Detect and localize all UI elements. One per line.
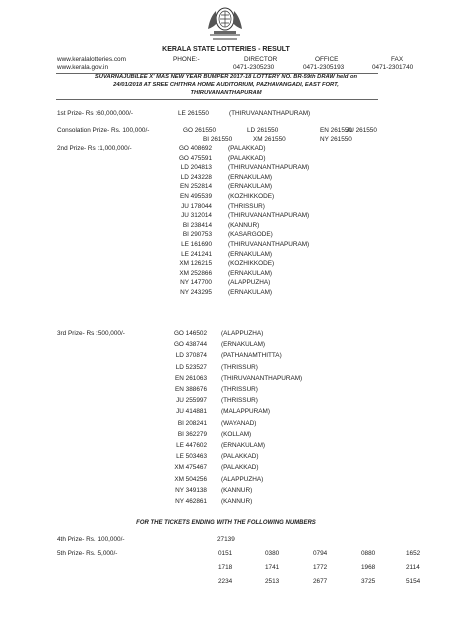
winning-ticket: LE 447602 bbox=[176, 442, 207, 449]
first-prize-place: (THIRUVANANTHAPURAM) bbox=[229, 110, 311, 117]
consolation-ticket: BI 261550 bbox=[203, 136, 233, 143]
first-prize-label: 1st Prize- Rs :60,000,000/- bbox=[57, 110, 134, 117]
winner-place: (PALAKKAD) bbox=[228, 145, 266, 152]
winner-place: (ALAPPUZHA) bbox=[221, 475, 264, 483]
winner-place: (THRISSUR) bbox=[221, 397, 258, 405]
consolation-ticket: LD 261550 bbox=[247, 127, 279, 134]
winning-ticket: NY 147700 bbox=[180, 279, 212, 287]
consolation-ticket: EN 261550 bbox=[320, 127, 352, 134]
draw-info-line-1: SUVARNAJUBILEE X' MAS NEW YEAR BUMPER 2017-18 LOTTERY NO. BR-59th DRAW held on bbox=[94, 74, 358, 80]
winner-place: (THRISSUR) bbox=[221, 386, 258, 393]
fourth-prize-number: 27139 bbox=[217, 536, 235, 543]
ending-number: 1718 bbox=[218, 564, 233, 571]
winning-ticket: JU 178044 bbox=[181, 202, 212, 210]
third-prize-label: 3rd Prize- Rs :500,000/- bbox=[57, 330, 125, 337]
phone-label: PHONE:- bbox=[173, 56, 200, 63]
consolation-ticket: JU 261550 bbox=[346, 127, 377, 134]
kerala-emblem-icon bbox=[204, 3, 246, 43]
second-prize-label: 2nd Prize- Rs :1,000,000/- bbox=[57, 145, 132, 152]
winner-place: (WAYANAD) bbox=[221, 419, 257, 427]
winning-ticket: GO 146502 bbox=[173, 330, 207, 337]
winner-place: (ALAPPUZHA) bbox=[221, 330, 264, 337]
winning-ticket: LE 241241 bbox=[181, 250, 212, 258]
fourth-prize-label: 4th Prize- Rs. 100,000/- bbox=[57, 536, 125, 543]
winning-ticket: LD 370874 bbox=[175, 352, 207, 360]
fax-label: FAX bbox=[391, 56, 404, 63]
ending-number: 1772 bbox=[313, 564, 328, 571]
winning-ticket: BI 238414 bbox=[182, 221, 212, 229]
consolation-ticket: NY 261550 bbox=[320, 136, 352, 143]
draw-info-line-2: 24/01/2018 AT SREE CHITHRA HOME AUDITORIUM, PAZHAVANGADI, EAST FORT, bbox=[113, 82, 339, 88]
winner-place: (KOZHIKKODE) bbox=[228, 260, 275, 268]
winning-ticket: GO 438744 bbox=[173, 341, 207, 349]
winner-place: (ERNAKULAM) bbox=[221, 442, 266, 449]
winner-place: (THRISSUR) bbox=[221, 363, 258, 371]
winning-ticket: GO 475591 bbox=[178, 154, 212, 162]
winning-ticket: LE 503463 bbox=[176, 453, 207, 461]
ending-number: 1968 bbox=[361, 564, 376, 571]
winner-place: (MALAPPURAM) bbox=[221, 408, 271, 416]
website-1[interactable]: www.keralalotteries.com bbox=[57, 56, 126, 63]
winner-place: (ERNAKULAM) bbox=[228, 289, 273, 296]
winner-place: (THIRUVANANTHAPURAM) bbox=[228, 164, 310, 172]
consolation-ticket: XM 261550 bbox=[253, 136, 286, 143]
winning-ticket: EN 261063 bbox=[175, 374, 207, 382]
winning-ticket: LD 523527 bbox=[175, 363, 207, 371]
winning-ticket: LE 161690 bbox=[181, 241, 212, 248]
winner-place: (KANNUR) bbox=[228, 221, 260, 229]
winning-ticket: EN 495539 bbox=[180, 193, 212, 200]
winner-place: (ERNAKULAM) bbox=[228, 269, 273, 277]
ending-number: 3725 bbox=[361, 578, 376, 585]
first-prize-ticket: LE 261550 bbox=[178, 110, 209, 117]
winner-place: (KOZHIKKODE) bbox=[228, 193, 275, 200]
ending-number: 2677 bbox=[313, 578, 328, 585]
winner-place: (PALAKKAD) bbox=[221, 453, 259, 461]
winning-ticket: XM 475467 bbox=[174, 464, 207, 472]
winner-place: (ALAPPUZHA) bbox=[228, 279, 271, 287]
winner-place: (ERNAKULAM) bbox=[228, 173, 273, 181]
winner-place: (THIRUVANANTHAPURAM) bbox=[228, 241, 310, 248]
ending-number: 5154 bbox=[406, 578, 421, 585]
winner-place: (ERNAKULAM) bbox=[228, 183, 273, 191]
winning-ticket: NY 349138 bbox=[175, 486, 207, 494]
office-label: OFFICE bbox=[315, 56, 339, 63]
winner-place: (KASARGODE) bbox=[228, 231, 273, 239]
winning-ticket: NY 243295 bbox=[180, 289, 212, 296]
winning-ticket: LD 204813 bbox=[180, 164, 212, 172]
winning-ticket: GO 408692 bbox=[178, 145, 212, 152]
draw-info-line-3: THIRUVANANTHAPURAM bbox=[190, 90, 262, 96]
winner-place: (KOLLAM) bbox=[221, 430, 252, 438]
winning-ticket: JU 414881 bbox=[176, 408, 207, 416]
ending-number: 0880 bbox=[361, 550, 376, 557]
consolation-ticket: GO 261550 bbox=[183, 127, 217, 134]
winner-place: (PATHANAMTHITTA) bbox=[221, 352, 282, 360]
ending-number: 0151 bbox=[218, 550, 233, 557]
winning-ticket: XM 126215 bbox=[179, 260, 212, 268]
divider-header bbox=[56, 99, 378, 100]
consolation-prize-label: Consolation Prize- Rs. 100,000/- bbox=[57, 127, 150, 134]
winning-ticket: XM 504256 bbox=[174, 475, 207, 483]
winner-place: (PALAKKAD) bbox=[228, 154, 266, 162]
winner-place: (ERNAKULAM) bbox=[228, 250, 273, 258]
winning-ticket: JU 255997 bbox=[176, 397, 207, 405]
website-2[interactable]: www.kerala.gov.in bbox=[57, 64, 109, 71]
ending-numbers-heading: FOR THE TICKETS ENDING WITH THE FOLLOWING NUMBERS bbox=[136, 520, 316, 526]
winner-place: (THIRUVANANTHAPURAM) bbox=[221, 374, 303, 382]
winner-place: (ERNAKULAM) bbox=[221, 341, 266, 349]
winning-ticket: LD 243228 bbox=[180, 173, 212, 181]
winning-ticket: BI 208241 bbox=[177, 419, 207, 427]
ending-number: 1741 bbox=[265, 564, 280, 571]
winning-ticket: BI 290753 bbox=[182, 231, 212, 239]
page-title: KERALA STATE LOTTERIES - RESULT bbox=[162, 46, 290, 53]
winning-ticket: EN 388676 bbox=[175, 386, 207, 393]
ending-number: 2114 bbox=[406, 564, 420, 571]
ending-number: 1652 bbox=[406, 550, 421, 557]
winning-ticket: JU 312014 bbox=[181, 212, 212, 220]
ending-number: 0380 bbox=[265, 550, 280, 557]
office-phone: 0471-2305193 bbox=[303, 64, 345, 71]
winning-ticket: XM 252866 bbox=[179, 269, 212, 277]
ending-number: 0794 bbox=[313, 550, 328, 557]
winner-place: (THIRUVANANTHAPURAM) bbox=[228, 212, 310, 220]
ending-number: 2234 bbox=[218, 578, 233, 585]
winner-place: (KANNUR) bbox=[221, 486, 253, 494]
winning-ticket: NY 462861 bbox=[175, 498, 207, 505]
fifth-prize-label: 5th Prize- Rs. 5,000/- bbox=[57, 550, 118, 557]
director-label: DIRECTOR bbox=[244, 56, 278, 63]
winning-ticket: EN 252814 bbox=[180, 183, 212, 191]
director-phone: 0471-2305230 bbox=[233, 64, 275, 71]
winner-place: (KANNUR) bbox=[221, 498, 253, 505]
winner-place: (PALAKKAD) bbox=[221, 464, 259, 472]
winning-ticket: BI 362279 bbox=[177, 430, 207, 438]
fax-phone: 0471-2301740 bbox=[372, 64, 414, 71]
winner-place: (THRISSUR) bbox=[228, 202, 265, 210]
ending-number: 2513 bbox=[265, 578, 280, 585]
